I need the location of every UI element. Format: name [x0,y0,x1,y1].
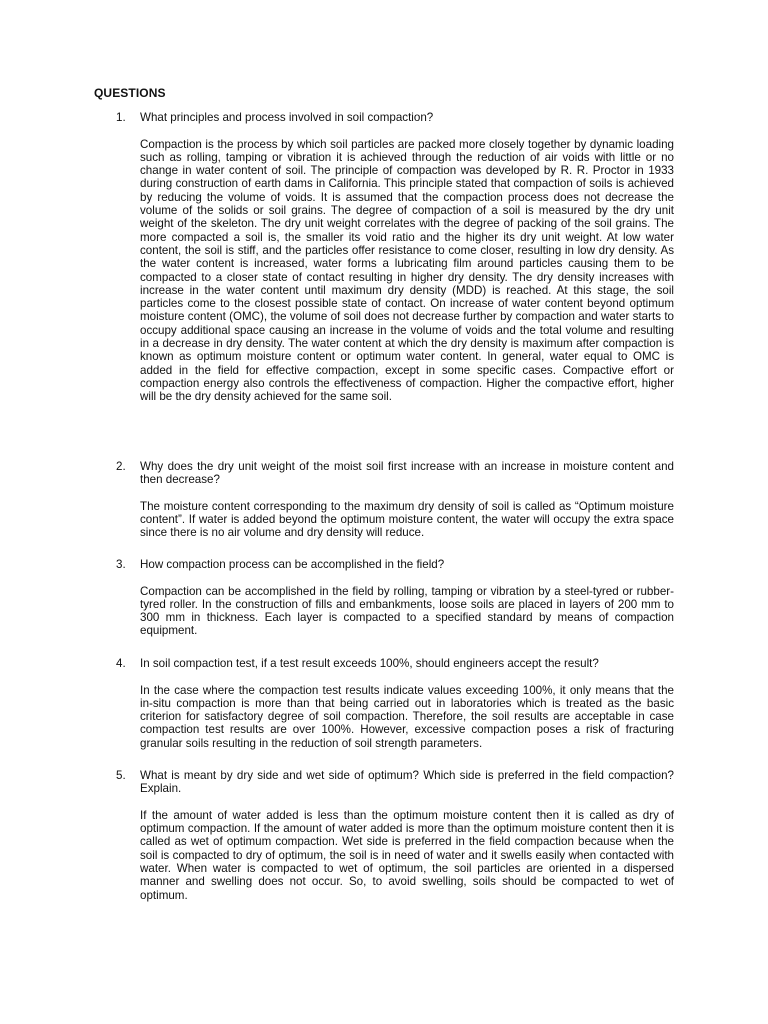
answer-text: In the case where the compaction test results indicate values exceeding 100%, it only means that the in-situ compaction is more than that being carried out in laboratories which is treated as the basic criterion for satisfactory degree of soil compaction. Therefore, the soil results are acceptable in case compaction test results are over 100%. However, excessive compaction poses a risk of fracturing granular soils resulting in the reduction of soil strength parameters. [140,683,674,750]
question-text: Why does the dry unit weight of the moist soil first increase with an increase in moisture content and then decrease? [140,460,674,487]
question-text: How compaction process can be accomplished in the field? [140,558,445,571]
question-text: What principles and process involved in soil compaction? [140,111,434,124]
question-text: In soil compaction test, if a test result exceeds 100%, should engineers accept the result? [140,657,599,670]
question-item-5 [94,769,674,902]
section-heading: QUESTIONS [94,86,166,100]
question-item-3 [94,558,674,638]
answer-text: Compaction is the process by which soil particles are packed more closely together by dynamic loading such as rolling, tamping or vibration it is achieved through the reduction of air voids with little or no change in water content of soil. The principle of compaction was developed by R. R. Proctor in 1933 during construction of earth dams in California. This principle stated that compaction of soils is achieved by reducing the volume of voids. It is assumed that the compaction process does not decrease the volume of the solids or soil grains. The degree of compaction of a soil is measured by the dry unit weight of the skeleton. The dry unit weight correlates with the degree of packing of the soil grains. The more compacted a soil is, the smaller its void ratio and the higher its dry unit weight. At low water content, the soil is stiff, and the particles offer resistance to come closer, resulting in low dry density. As the water content is increased, water forms a lubricating film around particles causing them to be compacted to a closer state of contact resulting in higher dry density. The dry density increases with increase in the water content until maximum dry density (MDD) is reached. At this stage, the soil particles come to the closest possible state of contact. On increase of water content beyond optimum moisture content (OMC), the volume of soil does not decrease further by compaction and water starts to occupy additional space causing an increase in the volume of voids and the total volume and resulting in a decrease in dry density. The water content at which the dry density is maximum after compaction is known as optimum moisture content or optimum water content. In general, water equal to OMC is added in the field for effective compaction, except in some specific cases. Compactive effort or compaction energy also controls the effectiveness of compaction. Higher the compactive effort, higher will be the dry density achieved for the same soil. [140,137,674,404]
question-number: 4. [116,657,126,670]
answer-text: If the amount of water added is less than the optimum moisture content then it is called as dry of optimum compaction. If the amount of water added is more than the optimum moisture content then it is called as wet of optimum compaction. Wet side is preferred in the field compaction because when the soil is compacted to dry of optimum, the soil is in need of water and it swells easily when contacted with water. When water is compacted to wet of optimum, the soil particles are oriented in a dispersed manner and swelling does not occur. So, to avoid swelling, soils should be compacted to wet of optimum. [140,808,674,902]
question-item-1 [94,111,674,404]
question-number: 1. [116,111,126,124]
question-number: 3. [116,558,126,571]
answer-text: Compaction can be accomplished in the field by rolling, tamping or vibration by a steel-tyred or rubber-tyred roller. In the construction of fills and embankments, loose soils are placed in layers of 200 mm to 300 mm in thickness. Each layer is compacted to a specified standard by means of compaction equipment. [140,584,674,638]
question-text: What is meant by dry side and wet side of optimum? Which side is preferred in the field compaction? Explain. [140,769,674,796]
question-item-2 [94,460,674,540]
question-number: 5. [116,769,126,782]
question-number: 2. [116,460,126,473]
question-item-4 [94,657,674,750]
answer-text: The moisture content corresponding to the maximum dry density of soil is called as “Optimum moisture content”. If water is added beyond the optimum moisture content, the water will occupy the extra space since there is no air volume and dry density will reduce. [140,499,674,540]
